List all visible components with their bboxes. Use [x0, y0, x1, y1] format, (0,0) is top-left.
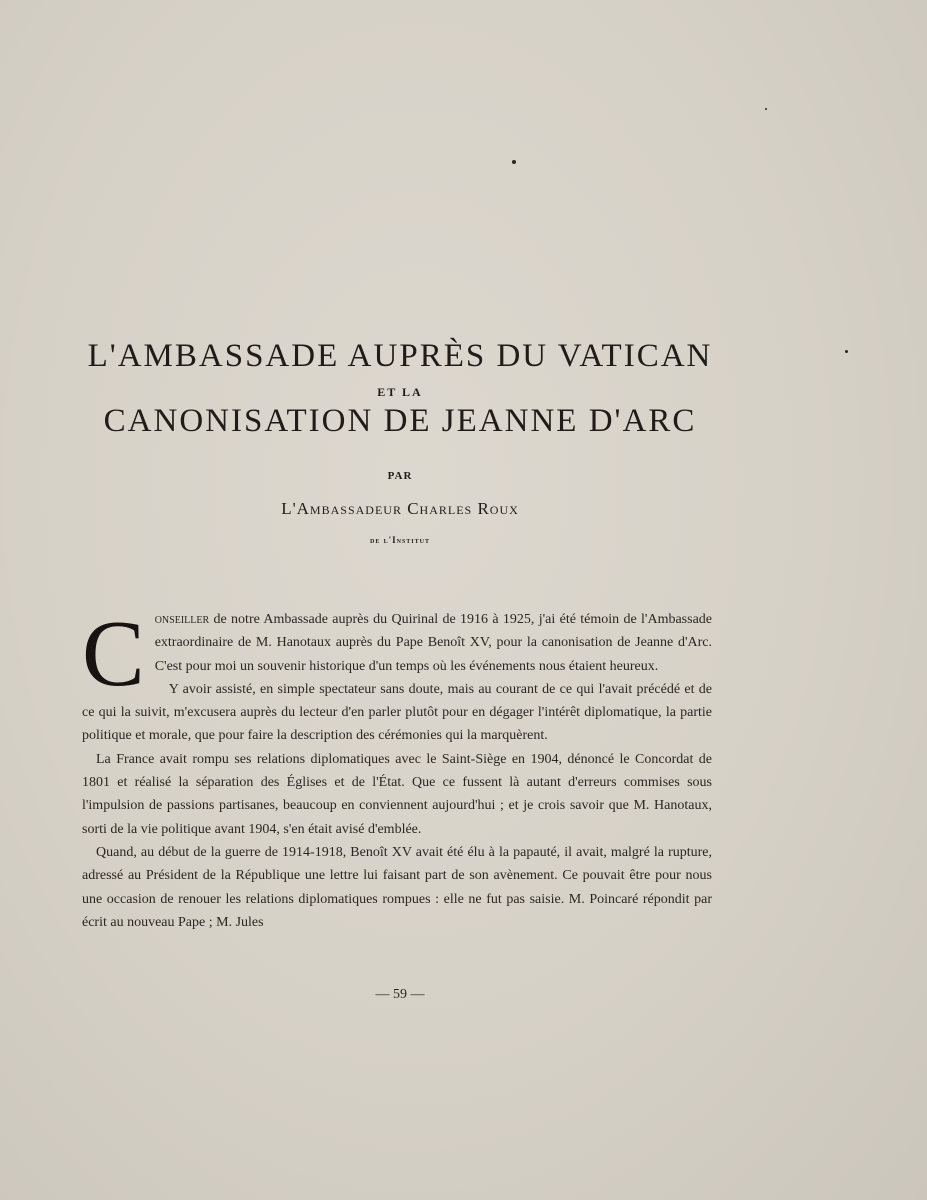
byline-par: PAR [387, 470, 413, 482]
title-line-3: CANONISATION DE JEANNE D'ARC [103, 403, 697, 439]
drop-cap: C [82, 602, 145, 706]
ink-speck [512, 160, 516, 164]
ink-speck [845, 350, 848, 353]
byline-author: L'Ambassadeur Charles Roux [281, 499, 519, 518]
article-body [82, 602, 712, 934]
paragraph-3: La France avait rompu ses relations diplomatiques avec le Saint-Siège en 1904, dénoncé le Concordat de 1801 et réalisé la séparation des Églises et de l'État. Que ce fussent là autant d'erreurs commises sous l'impulsion de passions partisanes, beaucoup en conviennent aujourd'hui ; et je crois savoir que M. Hanotaux, sorti de la vie politique avant 1904, s'en était avisé d'emblée. [82, 751, 712, 837]
title-line-1: L'AMBASSADE AUPRÈS DU VATICAN [87, 338, 713, 374]
title-line-2: ET LA [377, 385, 423, 399]
byline-institution: de l'Institut [370, 535, 430, 545]
paragraph-2: Y avoir assisté, en simple spectateur sans doute, mais au courant de ce qui l'avait précédé et de ce qui la suivit, m'excusera auprès du lecteur d'en parler plutôt pour en dégager l'intérêt diplomatique, la partie politique et morale, que pour faire la description des cérémonies qui la marquèrent. [82, 681, 712, 744]
paragraph-4: Quand, au début de la guerre de 1914-1918, Benoît XV avait été élu à la papauté, il avait, malgré la rupture, adressé au Président de la République une lettre lui faisant part de son avènement. Ce pouvait être pour nous une occasion de renouer les relations diplomatiques rompues : elle ne fut pas saisie. M. Poincaré répondit par écrit au nouveau Pape ; M. Jules [82, 844, 712, 930]
page-number: — 59 — [375, 987, 425, 1002]
ink-speck [765, 108, 767, 110]
paragraph-1-text: de notre Ambassade auprès du Quirinal de 1916 à 1925, j'ai été témoin de l'Ambassade extraordinaire de M. Hanotaux auprès du Pape Benoît XV, pour la canonisation de Jeanne d'Arc. C'est pour moi un souvenir historique d'un temps où les événements nous étaient heureux. [154, 612, 712, 674]
opening-word: onseiller [154, 612, 210, 627]
paragraph-1 [82, 602, 712, 706]
